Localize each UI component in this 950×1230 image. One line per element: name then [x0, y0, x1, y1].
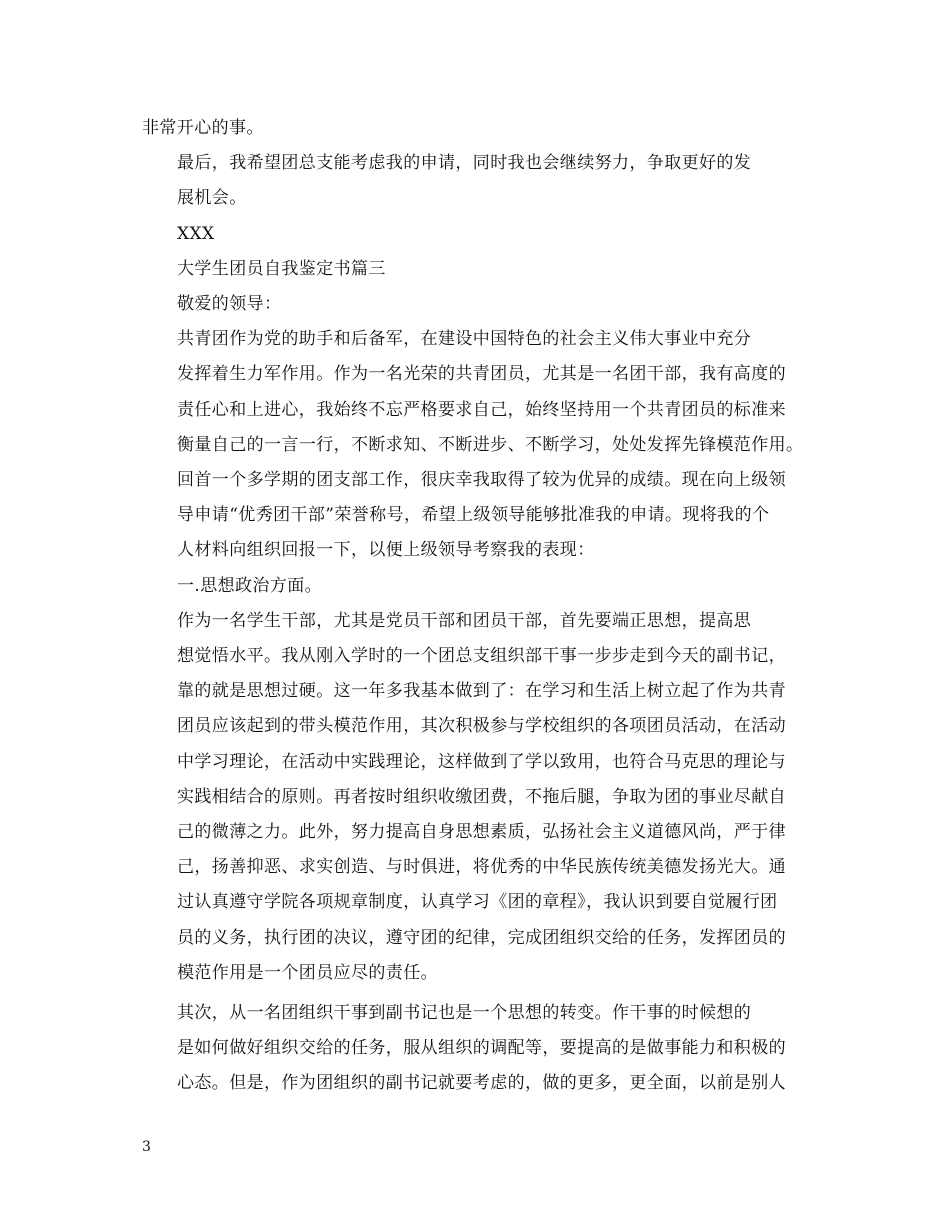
text-line: 责任心和上进心，我始终不忘严格要求自己，始终坚持用一个共青团员的标准来: [177, 399, 786, 420]
page-number: 3: [142, 1139, 151, 1155]
text-line: 己，扬善抑恶、求实创造、与时俱进，将优秀的中华民族传统美德发扬光大。通: [177, 857, 786, 878]
text-line: 非常开心的事。: [142, 118, 264, 138]
text-line: 共青团作为党的助手和后备军，在建设中国特色的社会主义伟大事业中充分: [177, 329, 752, 350]
paragraph: [142, 604, 812, 991]
text-line: 是如何做好组织交给的任务，服从组织的调配等，要提高的是做事能力和积极的: [177, 1038, 786, 1059]
text-line: 己的微薄之力。此外，努力提高自身思想素质，弘扬社会主义道德风尚，严于律: [177, 822, 786, 843]
text-line: 回首一个多学期的团支部工作，很庆幸我取得了较为优异的成绩。现在向上级领: [177, 470, 786, 491]
text-line: 心态。但是，作为团组织的副书记就要考虑的，做的更多，更全面，以前是别人: [177, 1073, 786, 1094]
paragraph: [142, 252, 812, 287]
text-line: 靠的就是思想过硬。这一年多我基本做到了：在学习和生活上树立起了作为共青: [177, 681, 786, 702]
document-body: [142, 111, 812, 1102]
text-line: 大学生团员自我鉴定书篇三: [177, 258, 386, 279]
paragraph: [142, 111, 812, 146]
text-line: 过认真遵守学院各项规章制度，认真学习《团的章程》，我认识到要自觉履行团: [177, 892, 778, 913]
paragraph: [142, 217, 812, 252]
text-line: 团员应该起到的带头模范作用，其次积极参与学校组织的各项团员活动，在活动: [177, 716, 786, 737]
text-line: 人材料向组织回报一下，以便上级领导考察我的表现：: [177, 540, 595, 561]
text-line: 员的义务，执行团的决议，遵守团的纪律，完成团组织交给的任务，发挥团员的: [177, 927, 786, 948]
paragraph: [142, 569, 812, 604]
text-line: 作为一名学生干部，尤其是党员干部和团员干部，首先要端正思想，提高思: [177, 610, 752, 631]
text-line: 发挥着生力军作用。作为一名光荣的共青团员，尤其是一名团干部，我有高度的: [177, 364, 786, 385]
text-line: 中学习理论，在活动中实践理论，这样做到了学以致用，也符合马克思的理论与: [177, 751, 786, 772]
text-line: 敬爱的领导：: [177, 294, 282, 315]
paragraph: [142, 146, 812, 216]
paragraph: [142, 287, 812, 322]
text-line: 衡量自己的一言一行，不断求知、不断进步、不断学习，处处发挥先锋模范作用。: [177, 434, 804, 455]
text-line: 其次，从一名团组织干事到副书记也是一个思想的转变。作干事的时候想的: [177, 1003, 752, 1024]
text-line: 导申请“优秀团干部”荣誉称号，希望上级领导能够批准我的申请。现将我的个: [177, 505, 770, 526]
text-line: 想觉悟水平。我从刚入学时的一个团总支组织部干事一步步走到今天的副书记，: [177, 646, 786, 667]
text-line: 最后，我希望团总支能考虑我的申请，同时我也会继续努力，争取更好的发: [177, 153, 752, 174]
text-line: XXX: [177, 223, 215, 244]
text-line: 一.思想政治方面。: [177, 575, 323, 596]
paragraph: [142, 996, 812, 1102]
text-line: 展机会。: [177, 188, 247, 209]
paragraph: [142, 322, 812, 568]
text-line: 实践相结合的原则。再者按时组织收缴团费，不拖后腿，争取为团的事业尽献自: [177, 786, 786, 807]
text-line: 模范作用是一个团员应尽的责任。: [177, 962, 438, 983]
